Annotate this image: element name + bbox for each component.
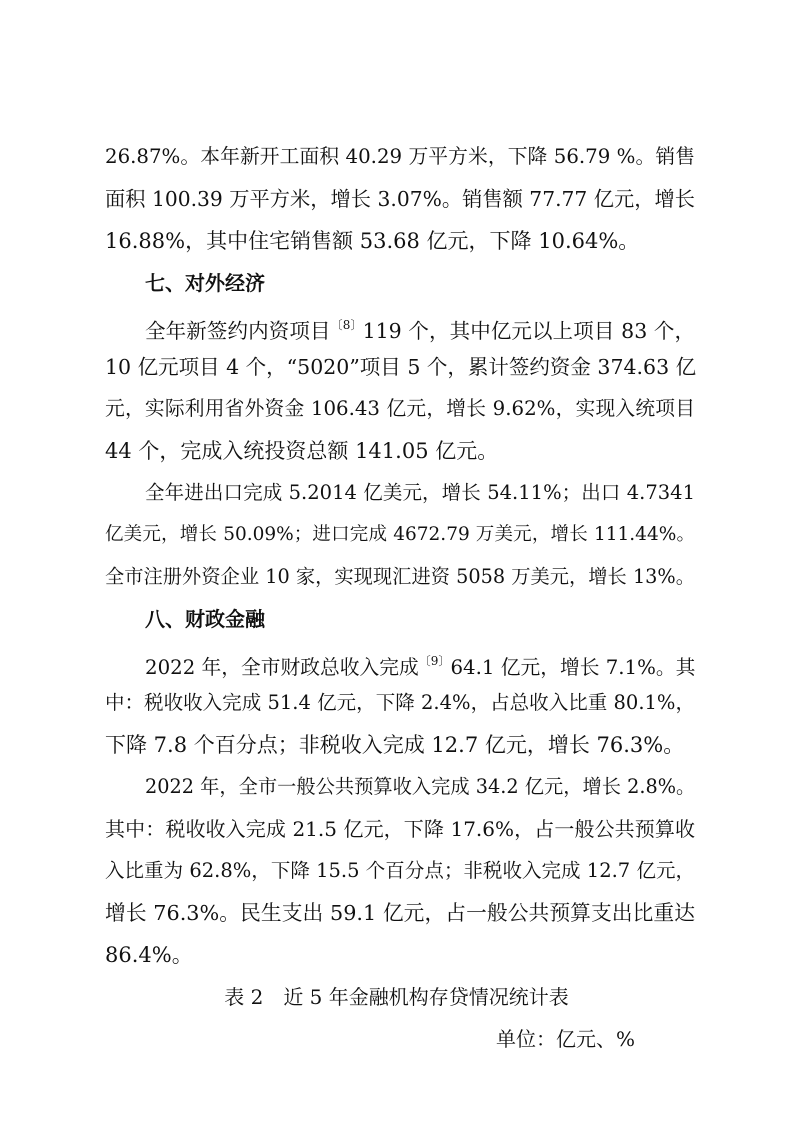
body-text-line: 增长 76.3%。民生支出 59.1 亿元，占一般公共预算支出比重达 bbox=[105, 901, 695, 925]
body-text-line: 86.4%。 bbox=[105, 943, 193, 967]
body-text-line: 16.88%，其中住宅销售额 53.68 亿元，下降 10.64%。 bbox=[105, 229, 640, 253]
body-text-line: 10 亿元项目 4 个，“5020”项目 5 个，累计签约资金 374.63 亿 bbox=[105, 355, 697, 379]
body-text-line: 其中：税收收入完成 21.5 亿元，下降 17.6%，占一般公共预算收 bbox=[105, 817, 695, 841]
body-text-line: 亿美元，增长 50.09%；进口完成 4672.79 万美元，增长 111.44%。 bbox=[105, 524, 695, 545]
body-text-line: 2022 年，全市一般公共预算收入完成 34.2 亿元，增长 2.8%。 bbox=[145, 775, 696, 798]
body-text-line: 44 个，完成入统投资总额 141.05 亿元。 bbox=[105, 439, 499, 463]
section-heading-foreign-economy: 七、对外经济 bbox=[145, 271, 265, 295]
body-text-line: 全市注册外资企业 10 家，实现现汇进资 5058 万美元，增长 13%。 bbox=[105, 565, 695, 588]
body-text-line: 入比重为 62.8%，下降 15.5 个百分点；非税收入完成 12.7 亿元， bbox=[105, 859, 695, 882]
body-text-line bbox=[145, 647, 695, 682]
table-caption: 表 2 近 5 年金融机构存贷情况统计表 bbox=[224, 985, 569, 1009]
body-text-segment: 64.1 亿元，增长 7.1%。其 bbox=[450, 656, 696, 679]
body-text-line: 26.87%。本年新开工面积 40.29 万平方米，下降 56.79 %。销售 bbox=[105, 145, 695, 168]
body-text-segment: 全年新签约内资项目 bbox=[145, 319, 331, 343]
body-text-segment: 2022 年，全市财政总收入完成 bbox=[145, 656, 419, 679]
body-text-line: 面积 100.39 万平方米，增长 3.07%。销售额 77.77 亿元，增长 bbox=[105, 187, 695, 211]
table-unit-label: 单位：亿元、% bbox=[496, 1027, 636, 1051]
body-text-line: 中：税收收入完成 51.4 亿元，下降 2.4%，占总收入比重 80.1%， bbox=[105, 691, 695, 714]
body-text-line bbox=[145, 311, 695, 345]
body-text-line: 下降 7.8 个百分点；非税收入完成 12.7 亿元，增长 76.3%。 bbox=[105, 733, 685, 757]
section-heading-finance: 八、财政金融 bbox=[145, 607, 265, 631]
body-text-line: 元，实际利用省外资金 106.43 亿元，增长 9.62%，实现入统项目 bbox=[105, 397, 695, 420]
footnote-marker: 〔8〕 bbox=[330, 318, 363, 332]
body-text-segment: 119 个，其中亿元以上项目 83 个， bbox=[362, 319, 696, 343]
footnote-marker: 〔9〕 bbox=[418, 654, 451, 668]
body-text-line: 全年进出口完成 5.2014 亿美元，增长 54.11%；出口 4.7341 bbox=[145, 481, 695, 504]
